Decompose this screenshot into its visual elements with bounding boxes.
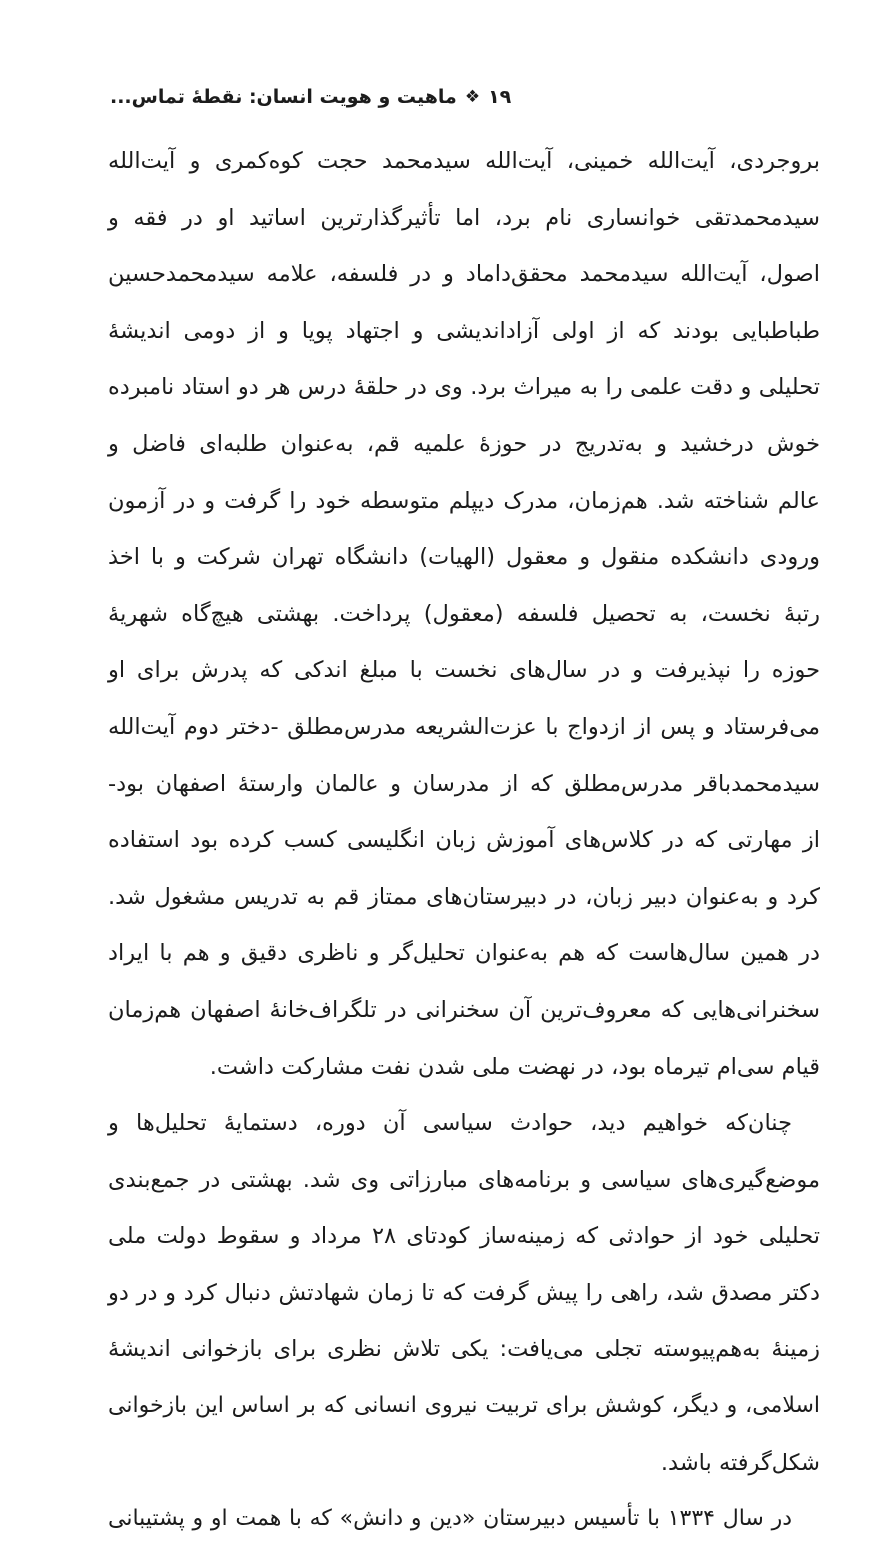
text-line: چنان‌که خواهیم دید، حوادث سیاسی آن دوره، دستمایهٔ تحلیل‌ها و bbox=[108, 1110, 792, 1137]
text-line: زمینهٔ به‌هم‌پیوسته تجلی می‌یافت: یکی تلاش نظری برای بازخوانی اندیشهٔ bbox=[108, 1336, 820, 1363]
running-header bbox=[110, 80, 822, 114]
text-line: تحلیلی خود از حوادثی که زمینه‌ساز کودتای ۲۸ مرداد و سقوط دولت ملی bbox=[108, 1223, 820, 1250]
text-line: رتبهٔ نخست، به تحصیل فلسفه (معقول) پرداخت. بهشتی هیچ‌گاه شهریهٔ bbox=[108, 600, 820, 627]
text-line: از مهارتی که در کلاس‌های آموزش زبان انگلیسی کسب کرده بود استفاده bbox=[108, 827, 820, 854]
text-line: قیام سی‌ام تیرماه بود، در نهضت ملی شدن نفت مشارکت داشت. bbox=[209, 1053, 820, 1080]
text-line: خوش درخشید و به‌تدریج در حوزهٔ علمیه قم، به‌عنوان طلبه‌ای فاضل و bbox=[108, 430, 820, 457]
text-line: تحلیلی و دقت علمی را به میراث برد. وی در حلقهٔ درس هر دو استاد نامبرده bbox=[108, 374, 820, 401]
text-line: سیدمحمدتقی خوانساری نام برد، اما تأثیرگذارترین اساتید او در فقه و bbox=[108, 204, 820, 231]
text-line: ورودی دانشکده منقول و معقول (الهیات) دانشگاه تهران شرکت و با اخذ bbox=[108, 544, 820, 571]
body-text bbox=[108, 133, 820, 1548]
text-line: اصول، آیت‌الله سیدمحمد محقق‌داماد و در فلسفه، علامه سیدمحمدحسین bbox=[108, 261, 820, 288]
text-line: موضع‌گیری‌های سیاسی و برنامه‌های مبارزاتی وی شد. بهشتی در جمع‌بندی bbox=[108, 1166, 820, 1193]
text-line: بروجردی، آیت‌الله خمینی، آیت‌الله سیدمحمد حجت کوه‌کمری و آیت‌الله bbox=[108, 148, 820, 174]
text-line: حوزه را نپذیرفت و در سال‌های نخست با مبلغ اندکی که پدرش برای او bbox=[108, 657, 820, 684]
diamond-ornament-icon: ❖ bbox=[464, 87, 481, 107]
text-line: کرد و به‌عنوان دبیر زبان، در دبیرستان‌های ممتاز قم به تدریس مشغول شد. bbox=[108, 883, 820, 910]
text-line: شکل‌گرفته باشد. bbox=[660, 1449, 820, 1476]
text-line: اسلامی، و دیگر، کوشش برای تربیت نیروی انسانی که بر اساس این بازخوانی bbox=[108, 1393, 820, 1419]
text-line: سیدمحمدباقر مدرس‌مطلق که از مدرسان و عالمان وارستهٔ اصفهان بود- bbox=[108, 770, 820, 797]
running-header-title: ماهیت و هویت انسان: نقطهٔ تماس... bbox=[110, 86, 457, 108]
text-line: طباطبایی بودند که از اولی آزاداندیشی و اجتهاد پویا و از دومی اندیشهٔ bbox=[108, 317, 820, 344]
text-line: می‌فرستاد و پس از ازدواج با عزت‌الشریعه مدرس‌مطلق -دختر دوم آیت‌الله bbox=[108, 713, 820, 740]
page-number: ۱۹ bbox=[488, 86, 512, 108]
text-line: در همین سال‌هاست که هم به‌عنوان تحلیل‌گر و ناظری دقیق و هم با ایراد bbox=[108, 940, 820, 967]
text-line: سخنرانی‌هایی که معروف‌ترین آن سخنرانی در تلگراف‌خانهٔ اصفهان هم‌زمان bbox=[108, 996, 820, 1023]
text-line: در سال ۱۳۳۴ با تأسیس دبیرستان «دین و دانش» که با همت او و پشتیبانی bbox=[108, 1506, 792, 1532]
text-line: عالم شناخته شد. هم‌زمان، مدرک دیپلم متوسطه خود را گرفت و در آزمون bbox=[108, 487, 820, 514]
text-line: دکتر مصدق شد، راهی را پیش گرفت که تا زمان شهادتش دنبال کرد و در دو bbox=[108, 1279, 820, 1306]
